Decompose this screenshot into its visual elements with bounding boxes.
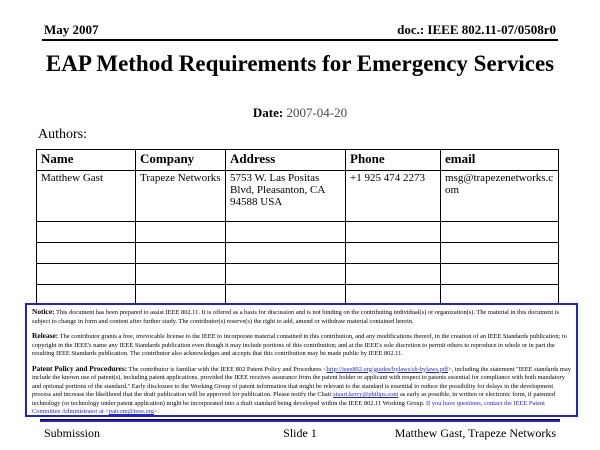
- chair-email-link[interactable]: stuart.kerry@philips.com: [333, 391, 399, 399]
- patent-policy-text-2: >, including the statement "IEEE standards may include the known use of patent(s), including patent applications, provided the IEEE receives assurance from the patent holder or applicant with respect to patents essential for compliance with both mandatory and optional portions of the standard." Early disclosure to the Working Group of patent information that might be relevant to the standard is essential to reduce the possibility for delays in the development process and increase the likelihood that the draft publication will be approved for publication. Please notify the Chair: [32, 365, 571, 399]
- slide-title: [0, 50, 600, 77]
- author-address-cell: 5753 W. Las Positas Blvd, Pleasanton, CA 94588 USA: [226, 171, 346, 222]
- author-company-cell: Trapeze Networks: [136, 171, 226, 222]
- column-header-company: Company: [136, 150, 226, 171]
- patent-questions-text: If you have questions, contact the IEEE Patent Committee Administrator at <: [32, 399, 545, 416]
- footer-author-credit: Matthew Gast, Trapeze Networks: [394, 426, 556, 440]
- bylaws-pdf-link[interactable]: http://ieee802.org/guides/bylaws/sb-bylaws.pdf: [326, 365, 449, 373]
- patent-questions-end: >.: [153, 408, 160, 416]
- empty-table-row: [37, 243, 559, 264]
- header-doc-number: doc.: IEEE 802.11-07/0508r0: [397, 22, 556, 37]
- authors-label: Authors:: [38, 127, 87, 142]
- footer-submission-label: Submission: [44, 426, 101, 440]
- notice-text: This document has been prepared to assist IEEE 802.11. It is offered as a basis for discussion and is not binding on the contributing individual(s) or organization(s). The material in this document is subject to change in form and content after further study. The contributor(s) reserve(s) the right to add, amend or withdraw material contained herein.: [32, 309, 559, 325]
- column-header-name: Name: [37, 150, 136, 171]
- release-label: Release:: [32, 331, 59, 341]
- header-rule: [42, 39, 558, 41]
- date-value: 2007-04-20: [286, 105, 348, 120]
- notice-label: Notice:: [32, 307, 55, 316]
- notice-paragraph: [32, 307, 571, 326]
- column-header-phone: Phone: [346, 150, 441, 171]
- date-line: [0, 105, 600, 121]
- table-row-author: [37, 171, 559, 222]
- footer-rule: [40, 419, 560, 422]
- release-paragraph: [32, 331, 571, 359]
- boilerplate-notice-box: [25, 303, 578, 417]
- date-label: Date:: [252, 105, 284, 120]
- patent-policy-paragraph: [32, 364, 571, 417]
- patcom-email-link[interactable]: patcom@ieee.org: [108, 408, 154, 416]
- author-name-cell: Matthew Gast: [37, 171, 136, 222]
- header-date: May 2007: [44, 22, 99, 37]
- empty-table-row: [37, 222, 559, 243]
- author-phone-cell: +1 925 474 2273: [346, 171, 441, 222]
- patent-policy-text-1: The contributor is familiar with the IEEE 802 Patent Policy and Procedures <: [127, 365, 327, 373]
- slide-title-text: EAP Method Requirements for Emergency Services: [45, 51, 555, 76]
- release-text: The contributor grants a free, irrevocable license to the IEEE to incorporate material contained in this contribution, and any modifications thereof, in the creation of an IEEE Standards publication; to copyright in the IEEE's name any IEEE Standards publication even though it may include portions of this contribution; and at the IEEE's sole discretion to permit others to reproduce in whole or in part the resulting IEEE Standards publication. The contributor also acknowledges and accepts that this contribution may be made public by IEEE 802.11.: [32, 333, 567, 358]
- author-email-cell: msg@trapezenetworks.com: [441, 171, 559, 222]
- authors-table: [36, 149, 559, 306]
- footer-slide-number: Slide 1: [283, 426, 317, 440]
- column-header-email: email: [441, 150, 559, 171]
- column-header-address: Address: [226, 150, 346, 171]
- authors-table-header-row: [37, 150, 559, 171]
- patent-policy-label: Patent Policy and Procedures:: [32, 363, 128, 373]
- empty-table-row: [37, 264, 559, 285]
- patent-policy-text-3: as early as possible, in written or electronic form, if patented technology (or technology under patent application) might be incorporated into a draft standard being developed within the IEEE 802.11 Working Group.: [32, 391, 556, 407]
